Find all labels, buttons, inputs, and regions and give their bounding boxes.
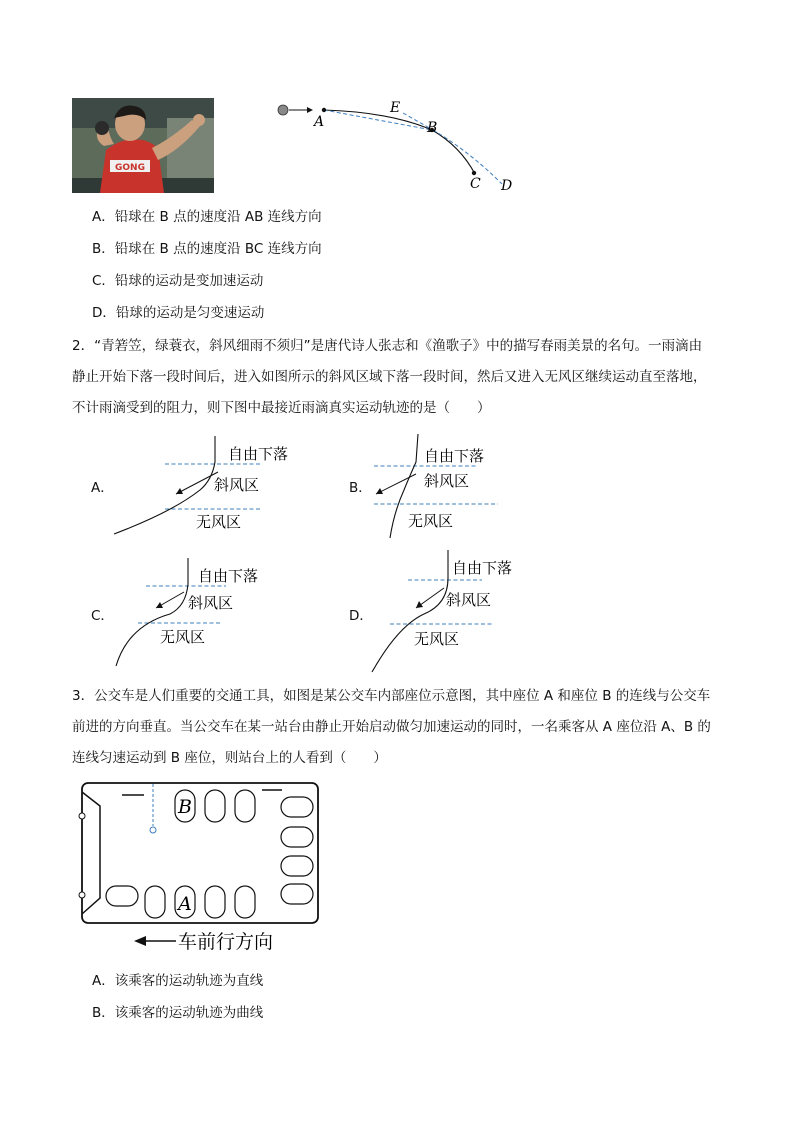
calm-zone-label: 无风区 [160,628,206,646]
left-arrow-icon [134,936,146,946]
q1-option-a: A．铅球在 B 点的速度沿 AB 连线方向 [92,209,322,225]
wind-zone-label: 斜风区 [424,472,470,490]
point-d-label: D [501,178,513,194]
calm-zone-label: 无风区 [408,512,454,530]
q2-option-a-letter: A． [91,480,114,496]
direction-label: 车前行方向 [178,931,274,953]
q1-option-b: B．铅球在 B 点的速度沿 BC 连线方向 [92,241,322,257]
q3-stem-line-1: 3．公交车是人们重要的交通工具，如图是某公交车内部座位示意图，其中座位 A 和座位 B 的连线与公交车 [72,688,711,704]
q1-option-d: D．铅球的运动是匀变速运动 [92,305,265,321]
dashed-line-ed [433,130,502,184]
q2-option-c-letter: C． [91,608,114,624]
q2-option-d-letter: D． [349,608,373,624]
q2-figure-b [368,432,518,542]
q2-figure-d [368,548,528,676]
calm-zone-label: 无风区 [196,513,242,531]
free-fall-label: 自由下落 [452,559,513,577]
point-a-label: A [314,114,325,130]
calm-zone-label: 无风区 [414,630,460,648]
wind-zone-label: 斜风区 [446,591,492,609]
q3-option-b: B．该乘客的运动轨迹为曲线 [92,1005,264,1021]
q2-stem-line-1: 2．“青箬笠，绿蓑衣，斜风细雨不须归”是唐代诗人张志和《渔歌子》中的描写春雨美景的名句。一雨滴由 [72,338,703,354]
q2-option-b-letter: B． [349,480,372,496]
q3-option-a: A．该乘客的运动轨迹为直线 [92,973,264,989]
q1-option-c: C．铅球的运动是变加速运动 [92,273,264,289]
point-c-label: C [470,176,481,192]
seat-b-label: B [178,796,192,818]
trajectory-figure [270,96,520,196]
q2-stem-line-3: 不计雨滴受到的阻力，则下图中最接近雨滴真实运动轨迹的是（ ） [72,400,491,416]
point-e-label: E [390,100,401,116]
free-fall-label: 自由下落 [228,445,289,463]
wind-zone-label: 斜风区 [188,594,234,612]
bus-seat-diagram [74,778,328,956]
q2-stem-line-2: 静止开始下落一段时间后，进入如图所示的斜风区域下落一段时间，然后又进入无风区继续运动直至落地， [72,369,707,385]
q3-stem-line-3: 连线匀速运动到 B 座位，则站台上的人看到（ ） [72,750,387,766]
q3-stem-line-2: 前进的方向垂直。当公交车在某一站台由静止开始启动做匀加速运动的同时，一名乘客从 A 座位沿 A、B 的 [72,719,711,735]
q2-figure-a [110,432,300,540]
free-fall-label: 自由下落 [424,447,485,465]
wind-zone-label: 斜风区 [214,476,260,494]
point-b-label: B [427,120,438,136]
bib-text: GONG [115,163,145,173]
seat-a-label: A [178,893,192,915]
shot-ball-icon [278,105,288,115]
shot-put-photo [72,98,214,193]
free-fall-label: 自由下落 [198,567,259,585]
q2-figure-c [108,556,278,668]
